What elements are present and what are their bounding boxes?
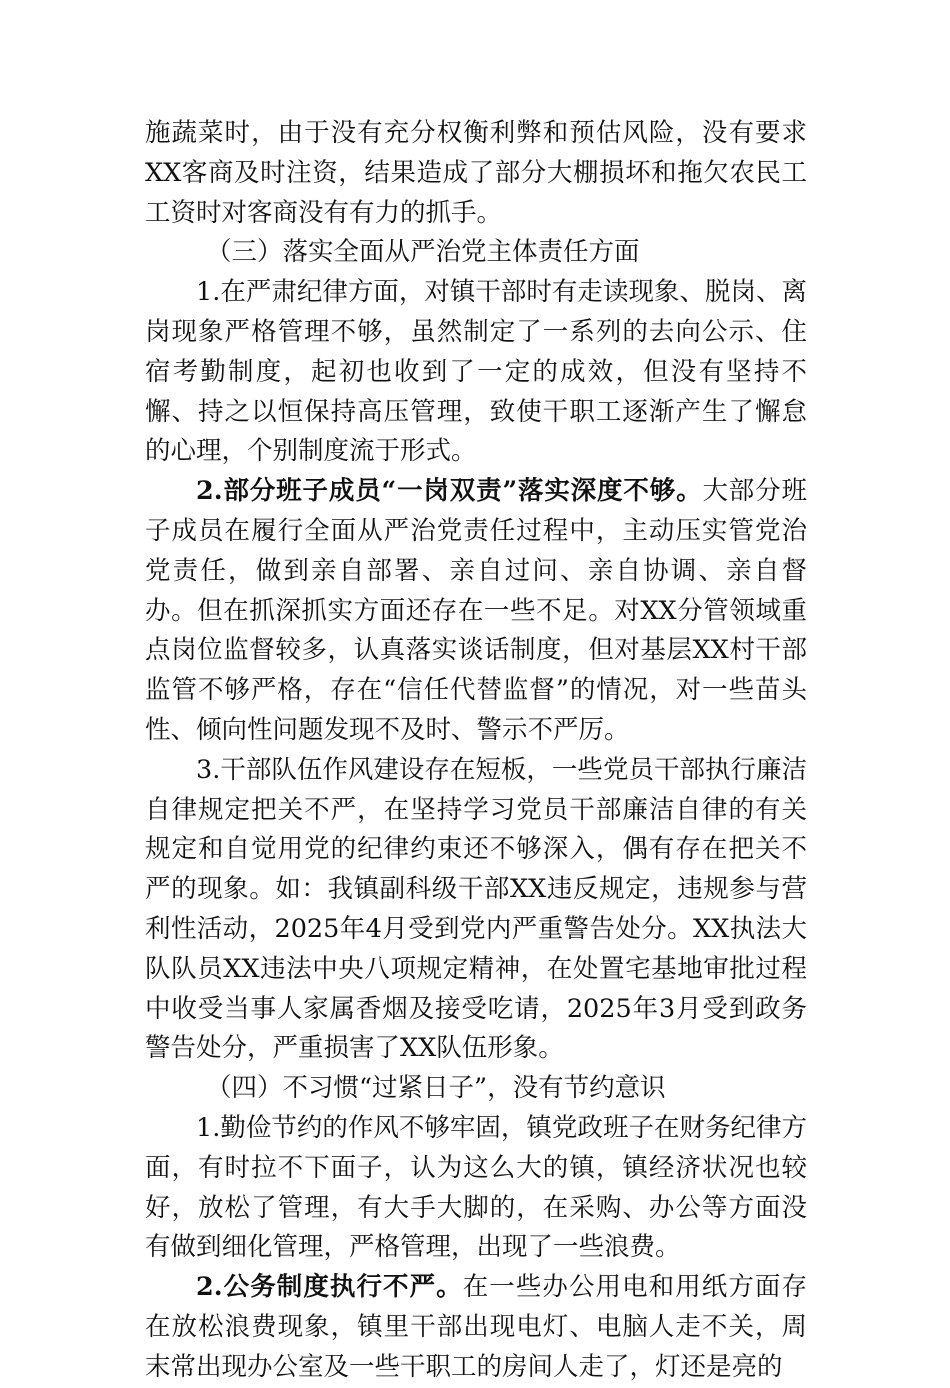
item-body-4-2: 在一些办公用电和用纸方面存在放松浪费现象，镇里干部出现电灯、电脑人走不关，周末常出现办公室及一些干职工的房间人走了，灯还是亮的: [145, 1272, 807, 1382]
paragraph-item-3-1: 1.在严肃纪律方面，对镇干部时有走读现象、脱岗、离岗现象严格管理不够，虽然制定了一系列的去向公示、住宿考勤制度，起初也收到了一定的成效，但没有坚持不懈、持之以恒保持高压管理，致使干职工逐渐产生了懈怠的心理，个别制度流于形式。: [145, 277, 807, 467]
item-body-3-2: 大部分班子成员在履行全面从严治党责任过程中，主动压实管党治党责任，做到亲自部署、亲自过问、亲自协调、亲自督办。但在抓深抓实方面还存在一些不足。对XX分管领域重点岗位监督较多，认真落实谈话制度，但对基层XX村干部监管不够严格，存在“信任代替监督”的情况，对一些苗头性、倾向性问题发现不及时、警示不严厉。: [145, 476, 807, 745]
section-heading-3: （三）落实全面从严治党主体责任方面: [206, 237, 640, 268]
paragraph-item-4-1: 1.勤俭节约的作风不够牢固，镇党政班子在财务纪律方面，有时拉不下面子，认为这么大的镇，镇经济状况也较好，放松了管理，有大手大脚的，在采购、办公等方面没有做到细化管理，严格管理，出现了一些浪费。: [145, 1112, 807, 1263]
section-heading-4: （四）不习惯“过紧日子”，没有节约意识: [206, 1073, 666, 1104]
item-lead-4-2: 2.公务制度执行不严。: [196, 1272, 463, 1303]
document-body: [145, 114, 807, 1388]
paragraph-item-4-2: [145, 1268, 807, 1387]
item-lead-3-2: 2.部分班子成员“一岗双责”落实深度不够。: [196, 476, 703, 507]
paragraph-item-3-3: 3.干部队伍作风建设存在短板，一些党员干部执行廉洁自律规定把关不严，在坚持学习党员干部廉洁自律的有关规定和自觉用党的纪律约束还不够深入，偶有存在把关不严的现象。如：我镇副科级干部XX违反规定，违规参与营利性活动，2025年4月受到党内严重警告处分。XX执法大队队员XX违法中央八项规定精神，在处置宅基地审批过程中收受当事人家属香烟及接受吃请，2025年3月受到政务警告处分，严重损害了XX队伍形象。: [145, 754, 807, 1064]
paragraph-item-3-2: [145, 472, 807, 751]
paragraph-continuation: 施蔬菜时，由于没有充分权衡利弊和预估风险，没有要求XX客商及时注资，结果造成了部分大棚损坏和拖欠农民工工资时对客商没有有力的抓手。: [145, 118, 807, 228]
